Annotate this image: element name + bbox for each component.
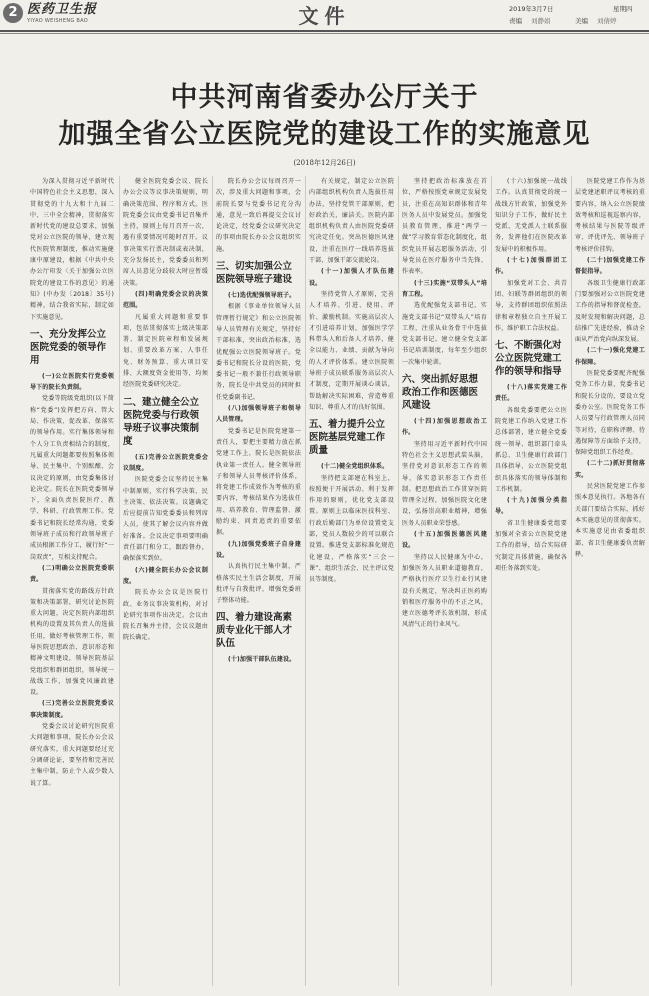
paragraph: 健全医院党委会议、院长办公会议等议事决策规则，明确决策范围、程序和方式。医院党委会议由党委书记召集并主持，原则上每月召开一次，遇有重要情况可随时召开。议事决策实行票决制或表决制，充分发扬民主，党委委员和列席人员意见分歧较大时应暂缓决策。 <box>123 178 208 287</box>
paragraph: 院长办公会议是医院行政、业务议事决策机构，对讨论研究事项作出决定。会议由院长召集并主持，会议议题由院长确定。 <box>123 589 208 642</box>
column-divider <box>212 176 213 986</box>
paragraph: 各级党委要把公立医院党建工作纳入党建工作总体部署，建立健全党委统一领导、组织部门牵头抓总、卫生健康行政部门具体指导、公立医院党组织具体落实的领导体制和工作机制。 <box>495 406 567 493</box>
subheading: (二十二)抓好贯彻落实。 <box>575 460 645 479</box>
subheading: (八)加强领导班子和领导人员管理。 <box>216 405 301 424</box>
subheading: (十三)实施“双带头人”培育工程。 <box>402 279 487 298</box>
page-number-badge: 2 <box>3 3 23 23</box>
paragraph: 医院党建工作作为基层党建述职评议考核的重要内容，纳入公立医院绩效考核和巡视巡察内容，考核结果与医院等级评审、评优评先、领导班子考核评价挂钩。 <box>575 178 645 253</box>
paragraph: 坚持用习近平新时代中国特色社会主义思想武装头脑，坚持党对意识形态工作的领导，落实意识形态工作责任制。把思想政治工作贯穿医院管理全过程，加强医院文化建设，弘扬崇高职业精神，增强医务人员职业荣誉感。 <box>402 440 487 527</box>
column-4 <box>309 176 394 986</box>
section-heading: 三、切实加强公立医院领导班子建设 <box>216 261 293 286</box>
subheading: (十五)加强医德医风建设。 <box>402 531 487 550</box>
section-heading: 四、着力建设高素质专业化干部人才队伍 <box>216 612 293 650</box>
header-rule <box>0 30 649 32</box>
editor-name: 刘静娟 <box>531 17 551 25</box>
paragraph: 贯彻落实党的路线方针政策和决策部署，研究讨论医院重大问题，决定医院内部组织机构的设置及其负责人的选拔任用，做好考核管理工作，领导医院思想政治、意识形态和精神文明建设，领导医院基层党组织和群团组织，领导统一战线工作，加强党风廉政建设。 <box>30 587 114 697</box>
section-heading: 七、不断强化对公立医院党建工作的领导和指导 <box>495 340 562 378</box>
column-divider <box>571 176 572 986</box>
paragraph: (十六)加强统一战线工作。认真贯彻党的统一战线方针政策，加强党外知识分子工作，做好民主党派、无党派人士联系服务，发挥他们在医院改革发展中的积极作用。 <box>495 178 567 253</box>
subheading: (一)公立医院实行党委领导下的院长负责制。 <box>30 372 114 392</box>
paragraph: 院长办公会议每周召开一次，涉及重大问题和事项，会前院长要与党委书记充分沟通，意见一致后再提交会议讨论决定，经党委会议研究决定的事项由院长办公会议组织实施。 <box>216 178 301 253</box>
newspaper-name-en: YIYAO WEISHENG BAO <box>27 18 89 24</box>
subheading: (十四)加强思想政治工作。 <box>402 418 487 437</box>
paragraph: 根据《事业单位领导人员管理暂行规定》和公立医院领导人员管理有关规定，坚持好干部标准，突出政治标准，选优配强公立医院领导班子。党委书记和院长分设的医院，党委书记一般不兼任行政领导职务，院长是中共党员的同时担任党委副书记。 <box>216 303 301 401</box>
section-heading: 二、建立健全公立医院党委与行政领导班子议事决策制度 <box>123 396 200 447</box>
column-6 <box>495 176 567 986</box>
paragraph: 医院党委要配齐配强党务工作力量，党委书记和院长分设的，要设立党委办公室。医院党务工作人员要与行政管理人员同等对待，在职称评聘、待遇保障等方面给予支持，保障党组织工作经费。 <box>575 370 645 457</box>
subheading: (十)加强干部队伍建设。 <box>228 656 296 664</box>
headline-line-1: 中共河南省委办公厅关于 <box>170 82 479 113</box>
column-divider <box>398 176 399 986</box>
paragraph: 坚持把支部建在科室上，按照便于开展活动、利于发挥作用的原则，优化党支部设置。原则上以临床医技科室、行政后勤部门为单位设置党支部，党员人数较少的可以联合设置。推进党支部标准化规范化建设，严格落实“三会一课”、组织生活会、民主评议党员等制度。 <box>309 474 394 584</box>
subheading: (二十)加强党建工作督促指导。 <box>575 257 645 276</box>
paragraph: 加强党对工会、共青团、妇联等群团组织的领导，支持群团组织依照法律和章程独立自主开展工作，维护职工合法权益。 <box>495 279 567 332</box>
paragraph: 选优配强党支部书记，实施党支部书记“双带头人”培育工程，注重从业务骨干中选拔党支部书记。建立健全党支部书记培训制度，每年至少组织一次集中轮训。 <box>402 302 487 366</box>
subheading: (二)明确公立医院党委职责。 <box>30 564 114 584</box>
paragraph: 医院党委会议坚持民主集中制原则，实行科学决策、民主决策、依法决策。议题确定后应提前告知党委委员和列席人员，使其了解会议内容并做好准备。会议决定事项要明确责任部门和分工，跟踪督办，确保落实到位。 <box>123 476 208 563</box>
subheading: (十二)健全党组织体系。 <box>321 463 389 471</box>
paragraph: 党委会议讨论研究医院重大问题和事项，院长办公会议研究落实，重大问题要经过充分调研论证，要坚持和完善民主集中制，防止个人或少数人说了算。 <box>30 723 114 787</box>
column-divider <box>119 176 120 986</box>
column-divider <box>305 176 306 986</box>
column-1 <box>30 176 114 986</box>
subheading: (十七)加强群团工作。 <box>495 257 567 276</box>
section-heading: 五、着力提升公立医院基层党建工作质量 <box>309 419 386 457</box>
subheading: (七)选优配强领导班子。 <box>228 292 296 300</box>
subheading: (六)健全院长办公会议制度。 <box>123 566 208 585</box>
paragraph: 认真执行民主集中制，严格落实民主生活会制度，开展批评与自我批评，增强党委班子整体功能。 <box>216 563 301 605</box>
designer-label: 美编 <box>575 17 588 25</box>
subheading: (九)加强党委班子自身建设。 <box>216 540 301 559</box>
subheading: (十一)加强人才队伍建设。 <box>309 268 394 287</box>
column-divider <box>491 176 492 986</box>
column-3 <box>216 176 301 986</box>
subheading: (二十一)强化党建工作保障。 <box>575 347 645 366</box>
subheading: (十八)落实党建工作责任。 <box>495 384 567 403</box>
paragraph: 坚持把政治标准放在首位，严格按照党章规定发展党员，注重在高知识群体和青年医务人员中发展党员。加强党员教育管理，推进“两学一做”学习教育常态化制度化，组织党员开展志愿服务活动，引导党员在医疗服务中当先锋、作表率。 <box>402 178 487 276</box>
paragraph: 坚持党管人才原则，完善人才培养、引进、使用、评价、激励机制。实施高层次人才引进培养计划，加强医学学科带头人和后备人才培养，健全以能力、业绩、贡献为导向的人才评价体系。建立医院领导班子成员联系服务高层次人才制度，定期开展谈心谈话，帮助解决实际困难，营造尊重知识、尊重人才的良好氛围。 <box>309 290 394 411</box>
paragraph: 省卫生健康委党组要加强对全省公立医院党建工作的指导，结合实际研究制定具体措施，确保各项任务落到实处。 <box>495 519 567 572</box>
subheading: (四)明确党委会议的决策范围。 <box>123 290 208 310</box>
designer-name: 刘倩婷 <box>597 17 617 25</box>
issue-date: 2019年3月7日 <box>509 5 554 13</box>
column-7 <box>575 176 645 986</box>
section-title: 文件 <box>298 4 351 28</box>
issue-weekday: 星期四 <box>613 5 633 13</box>
column-5 <box>402 176 487 986</box>
column-2 <box>123 176 208 986</box>
subheading: (十九)加强分类指导。 <box>495 497 567 516</box>
subheading: (三)完善公立医院党委议事决策制度。 <box>30 700 114 719</box>
newspaper-name: 医药卫生报 <box>27 2 98 17</box>
paragraph: 各级卫生健康行政部门要加强对公立医院党建工作的指导和督促检查，及时发现和解决问题，总结推广先进经验，推动全面从严治党向纵深发展。 <box>575 279 645 344</box>
editor-label: 责编 <box>509 17 522 25</box>
paragraph: 为深入贯彻习近平新时代中国特色社会主义思想，深入贯彻党的十九大和十九届二中、三中全会精神，贯彻落实新时代党的建设总要求，加强党对公立医院的领导，建立现代医院管理制度，推动实施健康中原建设，根据《中共中央办公厅印发〈关于加强公立医院党的建设工作的意见〉的通知》(中办发〔2018〕35号)精神，结合我省实际，制定如下实施意见。 <box>30 178 114 321</box>
section-heading: 六、突出抓好思想政治工作和医德医风建设 <box>402 374 479 412</box>
paragraph: 党委书记是医院党建第一责任人，要把主要精力放在抓党建工作上，院长是医院依法执业第一责任人。健全领导班子和领导人员考核评价体系，将党建工作成效作为考核的重要内容，考核结果作为选拔任用、培养教育、管理监督、激励约束、问责追责的重要依据。 <box>216 427 301 537</box>
paragraph: 有关规定，制定公立医院内部组织机构负责人选拔任用办法，坚持党管干部原则，把好政治关、廉洁关。医院内部组织机构负责人由医院党委研究决定任免。突出医德医风建设，注重在医疗一线培养选拔干部，加强干部交流轮岗。 <box>309 178 394 265</box>
document-date: (2018年12月26日) <box>293 159 356 167</box>
paragraph: 坚持以人民健康为中心，加强医务人员职业道德教育，严格执行医疗卫生行业行风建设有关规定，坚决纠正医药购销和医疗服务中的不正之风，建立医德考评长效机制，形成风清气正的行业风气。 <box>402 553 487 629</box>
subheading: (五)完善公立医院党委会议制度。 <box>123 453 208 472</box>
paragraph: 凡属重大问题和重要事项，包括贯彻落实上级决策部署、制定医院章程和发展规划、重要改革方案、人事任免、财务预算、重大项目安排、大额度资金使用等，均须经医院党委研究决定。 <box>123 313 208 389</box>
paragraph: 党委等院级党组织(以下简称“党委”)发挥把方向、管大局、作决策、促改革、保落实的领导作用。实行集体领导和个人分工负责相结合的制度，凡属重大问题都要按照集体领导、民主集中、个别酝酿、会议决定的原则，由党委集体讨论决定。院长在医院党委领导下，全面负责医院医疗、教学、科研、行政管理工作。党委书记和院长经常沟通，党委领导班子成员和行政领导班子成员根据工作分工，履行好“一岗双责”，互相支持配合。 <box>30 395 114 561</box>
section-heading: 一、充分发挥公立医院党委的领导作用 <box>30 328 107 366</box>
header-rule-thin <box>0 33 649 34</box>
paragraph: 民营医院党建工作参照本意见执行。各地各有关部门要结合实际，抓好本实施意见的贯彻落实。本实施意见由省委组织部、省卫生健康委负责解释。 <box>575 483 645 558</box>
headline-line-2: 加强全省公立医院党的建设工作的实施意见 <box>58 119 591 150</box>
